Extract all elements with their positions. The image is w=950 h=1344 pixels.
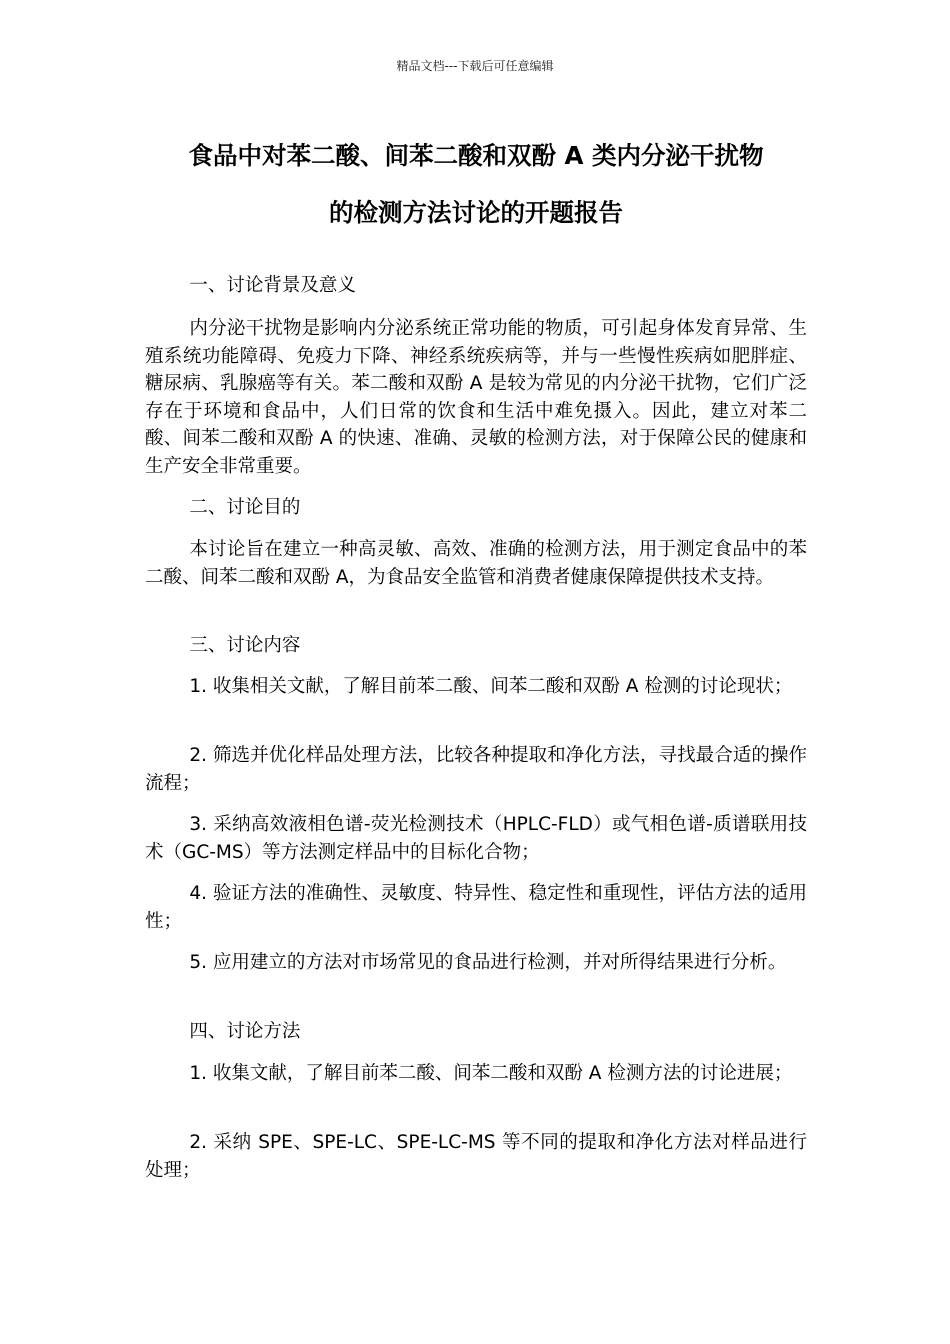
section-heading-methods: 四、讨论方法 xyxy=(189,1021,301,1042)
paragraph: 本讨论旨在建立一种高灵敏、高效、准确的检测方法，用于测定食品中的苯二酸、间苯二酸和双酚 A，为食品安全监管和消费者健康保障提供技术支持。 xyxy=(145,539,807,588)
paragraph: 4. 验证方法的准确性、灵敏度、特异性、稳定性和重现性，评估方法的适用性； xyxy=(145,883,807,932)
section-heading-background: 一、讨论背景及意义 xyxy=(189,275,356,296)
paragraph: 1. 收集文献，了解目前苯二酸、间苯二酸和双酚 A 检测方法的讨论进展； xyxy=(189,1063,793,1084)
list-item-content-2 xyxy=(145,742,807,797)
paragraph: 1. 收集相关文献，了解目前苯二酸、间苯二酸和双酚 A 检测的讨论现状； xyxy=(189,676,793,697)
document-title-line-2: 的检测方法讨论的开题报告 xyxy=(329,198,623,227)
list-item-content-5 xyxy=(145,949,807,977)
section-body-purpose xyxy=(145,536,807,591)
paragraph: 2. 筛选并优化样品处理方法，比较各种提取和净化方法，寻找最合适的操作流程； xyxy=(145,745,807,794)
paragraph: 5. 应用建立的方法对市场常见的食品进行检测，并对所得结果进行分析。 xyxy=(189,952,787,973)
document-title-line-1: 食品中对苯二酸、间苯二酸和双酚 A 类内分泌干扰物 xyxy=(188,141,764,170)
section-heading-content: 三、讨论内容 xyxy=(189,635,301,656)
section-body-background xyxy=(145,315,807,480)
list-item-content-3 xyxy=(145,811,807,866)
header-note: 精品文档---下载后可任意编辑 xyxy=(396,59,554,73)
paragraph: 2. 采纳 SPE、SPE-LC、SPE-LC-MS 等不同的提取和净化方法对样品进行处理； xyxy=(145,1132,807,1181)
paragraph: 内分泌干扰物是影响内分泌系统正常功能的物质，可引起身体发育异常、生殖系统功能障碍、免疫力下降、神经系统疾病等，并与一些慢性疾病如肥胖症、糖尿病、乳腺癌等有关。苯二酸和双酚 A 是较为常见的内分泌干扰物，它们广泛存在于环境和食品中，人们日常的饮食和生活中难免摄入。因此，建立对苯二酸、间苯二酸和双酚 A 的快速、准确、灵敏的检测方法，对于保障公民的健康和生产安全非常重要。 xyxy=(145,318,807,477)
section-heading-purpose: 二、讨论目的 xyxy=(189,497,301,518)
list-item-methods-1 xyxy=(145,1060,807,1088)
list-item-methods-2 xyxy=(145,1129,807,1184)
list-item-content-4 xyxy=(145,880,807,935)
paragraph: 3. 采纳高效液相色谱-荧光检测技术（HPLC-FLD）或气相色谱-质谱联用技术（GC-MS）等方法测定样品中的目标化合物； xyxy=(145,814,807,863)
list-item-content-1 xyxy=(145,673,807,701)
